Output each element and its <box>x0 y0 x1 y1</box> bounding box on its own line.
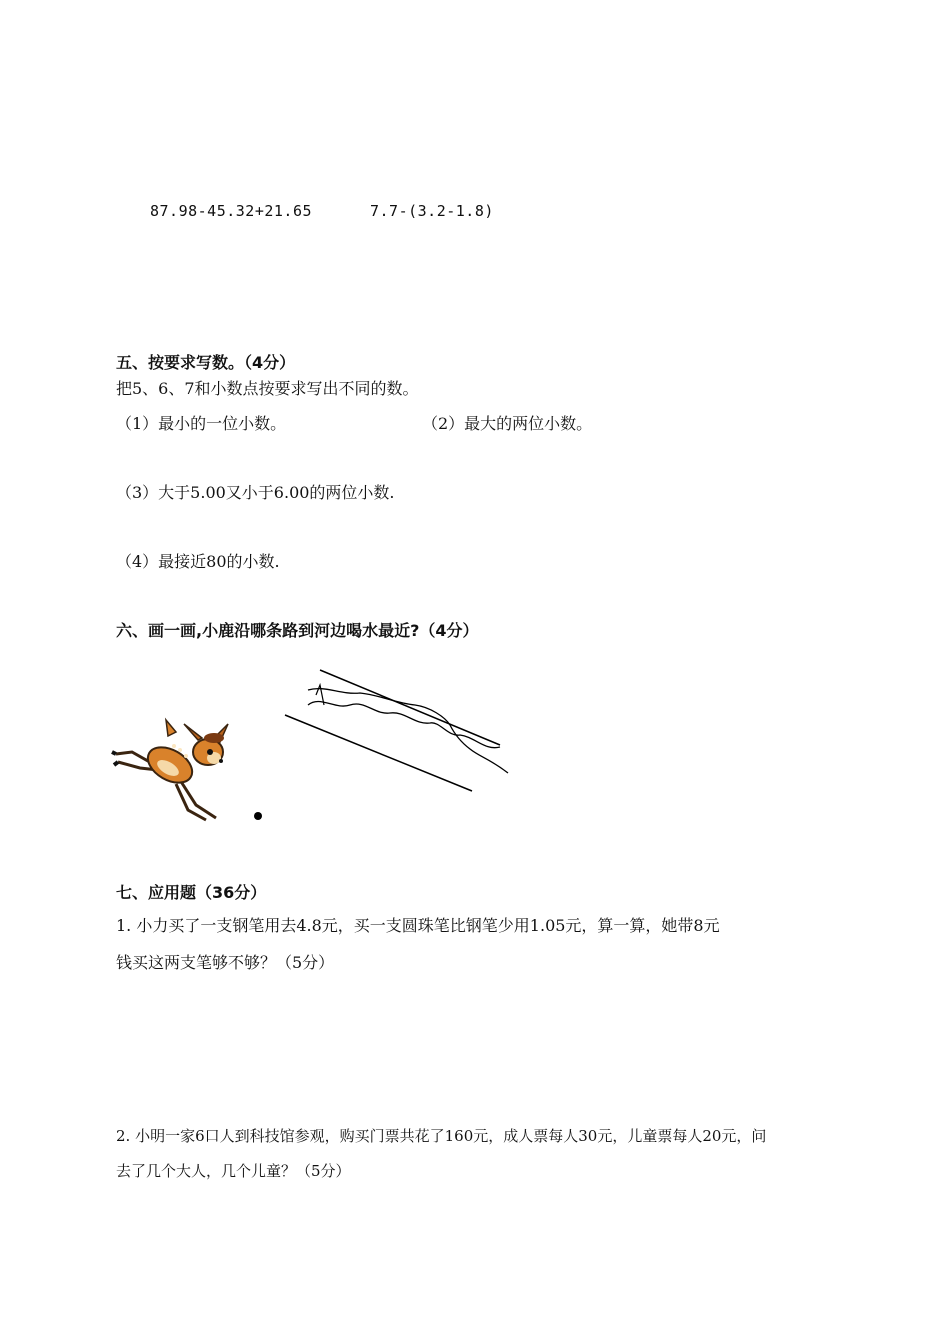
calc-expression-1: 87.98-45.32+21.65 <box>150 202 313 220</box>
section7-heading: 七、应用题（36分） <box>116 883 267 902</box>
section5-q4: （4）最接近80的小数. <box>116 552 280 571</box>
problem1-line1: 1. 小力买了一支钢笔用去4.8元，买一支圆珠笔比钢笔少用1.05元，算一算，她带8元 <box>116 916 720 935</box>
section5-intro: 把5、6、7和小数点按要求写出不同的数。 <box>116 379 419 398</box>
section5-q3: （3）大于5.00又小于6.00的两位小数. <box>116 483 395 502</box>
section5-q1: （1）最小的一位小数。 <box>116 414 287 433</box>
section5-heading: 五、按要求写数。（4分） <box>116 353 296 372</box>
section6-heading: 六、画一画,小鹿沿哪条路到河边喝水最近?（4分） <box>116 621 479 640</box>
river-icon <box>280 665 515 795</box>
deer-icon <box>110 710 240 825</box>
point-dot <box>252 810 264 822</box>
problem1-line2: 钱买这两支笔够不够？（5分） <box>116 953 335 972</box>
problem2-line1: 2. 小明一家6口人到科技馆参观，购买门票共花了160元，成人票每人30元，儿童票每人20元，问 <box>116 1127 767 1145</box>
calc-expression-2: 7.7-(3.2-1.8) <box>370 202 494 220</box>
problem2-line2: 去了几个大人，几个儿童？（5分） <box>116 1162 351 1180</box>
section5-q2: （2）最大的两位小数。 <box>422 414 593 433</box>
